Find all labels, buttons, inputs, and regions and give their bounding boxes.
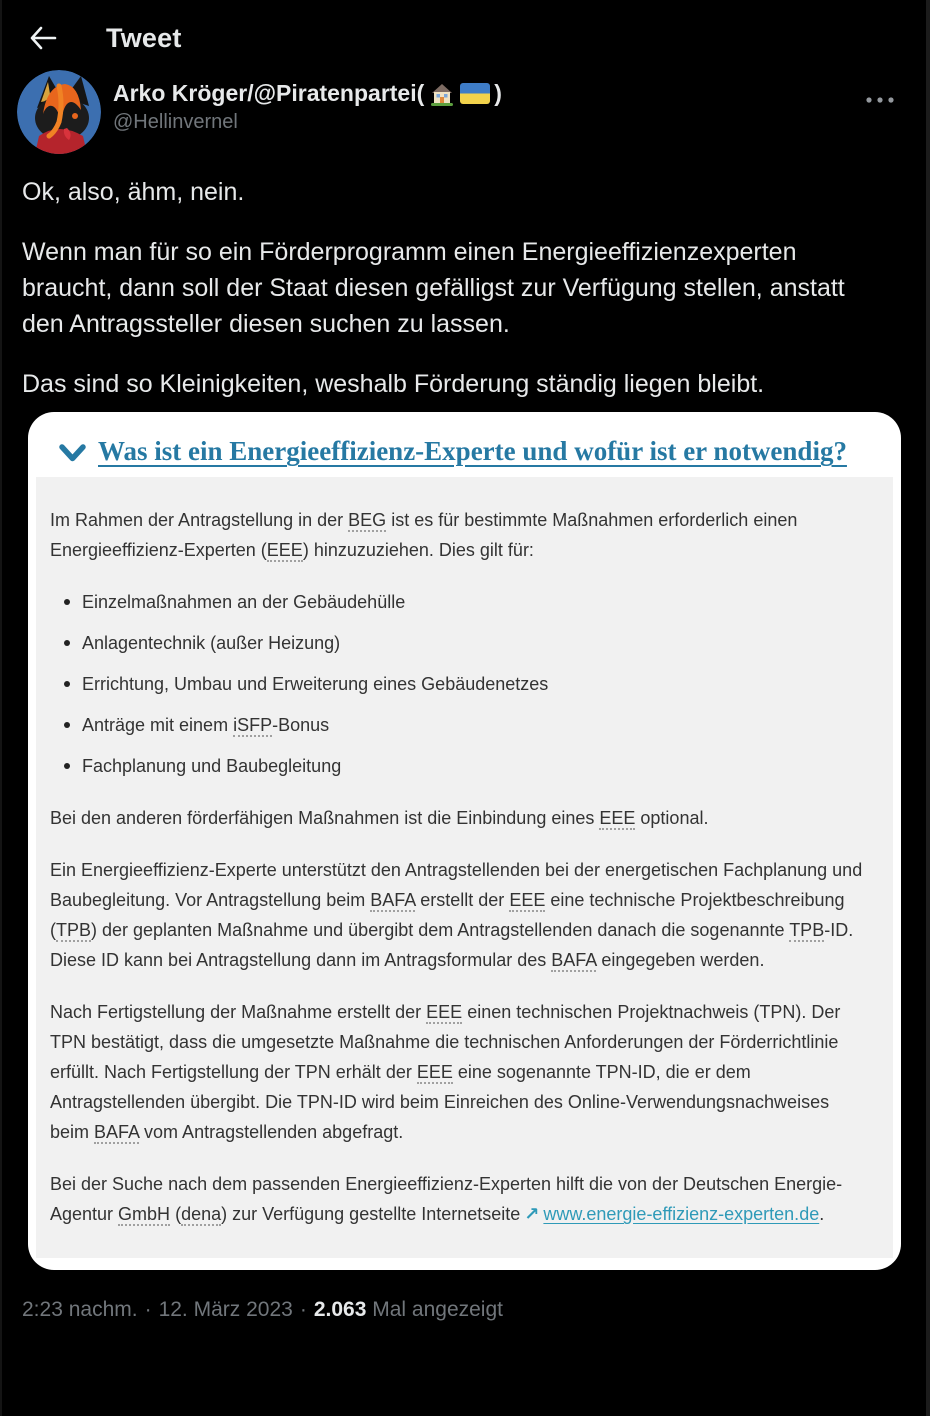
header-bar [0, 0, 930, 56]
meta-separator: · [299, 1298, 307, 1321]
page-title: Tweet [106, 22, 182, 53]
bullet-item: Anlagentechnik (außer Heizung) [64, 628, 873, 658]
attached-screenshot-card[interactable] [28, 412, 901, 1270]
bullet-item: Einzelmaßnahmen an der Gebäudehülle [64, 587, 873, 617]
ukraine-flag-emoji [460, 83, 490, 104]
bullet-item: Errichtung, Umbau und Erweiterung eines Gebäudenetzes [64, 669, 873, 699]
tweet-text [22, 174, 880, 402]
avatar-image [17, 70, 101, 154]
ellipsis-icon [864, 96, 896, 104]
user-link[interactable] [113, 70, 502, 134]
tweet-paragraph: Wenn man für so ein Förderprogramm einen Energieeffizienzexperten braucht, dann soll der Staat diesen gefälligst zur Verfügung stellen, anstatt den Antragssteller diesen suchen zu lassen. [22, 238, 845, 338]
energie-effizienz-experten-link[interactable]: www.energie-effizienz-experten.de [543, 1204, 820, 1224]
faq-paragraph-tpn: Nach Fertigstellung der Maßnahme erstellt der EEE einen technischen Projektnachweis (TPN). Der TPN bestätigt, dass die umgesetzte Maßnahme die technischen Anforderungen der Förderrichtlinie erfüllt. Nach Fertigstellung der TPN erhält der EEE eine sogenannte TPN-ID, die er dem Antragstellenden übergibt. Die TPN-ID wird beim Einreichen des Online-Verwendungsnachweises beim BAFA vom Antragstellenden abgefragt. [50, 1002, 841, 1142]
avatar[interactable] [17, 70, 101, 154]
user-handle: @Hellinvernel [113, 111, 238, 133]
faq-bullet-list [50, 587, 873, 781]
chevron-down-icon [59, 444, 86, 463]
bullet-item: Anträge mit einem iSFP-Bonus [64, 710, 873, 740]
tweet-time: 2:23 nachm. [22, 1298, 138, 1321]
display-name [113, 80, 502, 107]
faq-paragraph-optional: Bei den anderen förderfähigen Maßnahmen ist die Einbindung eines EEE optional. [50, 808, 709, 828]
tweet-date: 12. März 2023 [158, 1298, 293, 1321]
back-button[interactable] [28, 23, 60, 53]
views-label: Mal angezeigt [372, 1298, 503, 1321]
more-button[interactable] [856, 70, 904, 115]
display-name-text: Arko Kröger/@Piratenpartei( [113, 80, 425, 106]
display-name-suffix: ) [494, 80, 502, 106]
arrow-left-icon [28, 25, 58, 51]
tweet-author-row [17, 70, 904, 154]
house-with-garden-emoji [429, 81, 455, 107]
screen-left-edge [0, 0, 2, 1416]
tweet-meta [22, 1298, 930, 1322]
external-link-icon[interactable]: ↗ [524, 1204, 540, 1225]
faq-heading-link[interactable]: Was ist ein Energieeffizienz-Experte und wofür ist er notwendig? [98, 436, 847, 466]
screen-right-edge [926, 0, 930, 1416]
bullet-item: Fachplanung und Baubegleitung [64, 751, 873, 781]
views-count: 2.063 [313, 1298, 367, 1321]
meta-separator: · [144, 1298, 152, 1321]
tweet-paragraph: Ok, also, ähm, nein. [22, 178, 245, 206]
faq-paragraph-search: Bei der Suche nach dem passenden Energieeffizienz-Experten hilft die von der Deutschen Energie-Agentur GmbH (dena) zur Verfügung gestellte Internetseite ↗ www.energie-effizienz-experten.de. [50, 1174, 843, 1225]
faq-paragraph-tpb: Ein Energieeffizienz-Experte unterstützt den Antragstellenden bei der energetischen Fachplanung und Baubegleitung. Vor Antragstellung beim BAFA erstellt der EEE eine technische Projektbeschreibung (TPB) der geplanten Maßnahme und übergibt dem Antragstellenden danach die sogenannte TPB-ID. Diese ID kann bei Antragstellung dann im Antragsformular des BAFA eingegeben werden. [50, 860, 863, 970]
tweet-paragraph: Das sind so Kleinigkeiten, weshalb Förderung ständig liegen bleibt. [22, 370, 765, 398]
faq-heading-row [28, 412, 901, 477]
faq-intro-paragraph: Im Rahmen der Antragstellung in der BEG ist es für bestimmte Maßnahmen erforderlich einen Energieeffizienz-Experten (EEE) hinzuzuziehen. Dies gilt für: [50, 510, 798, 560]
faq-content [36, 477, 893, 1258]
